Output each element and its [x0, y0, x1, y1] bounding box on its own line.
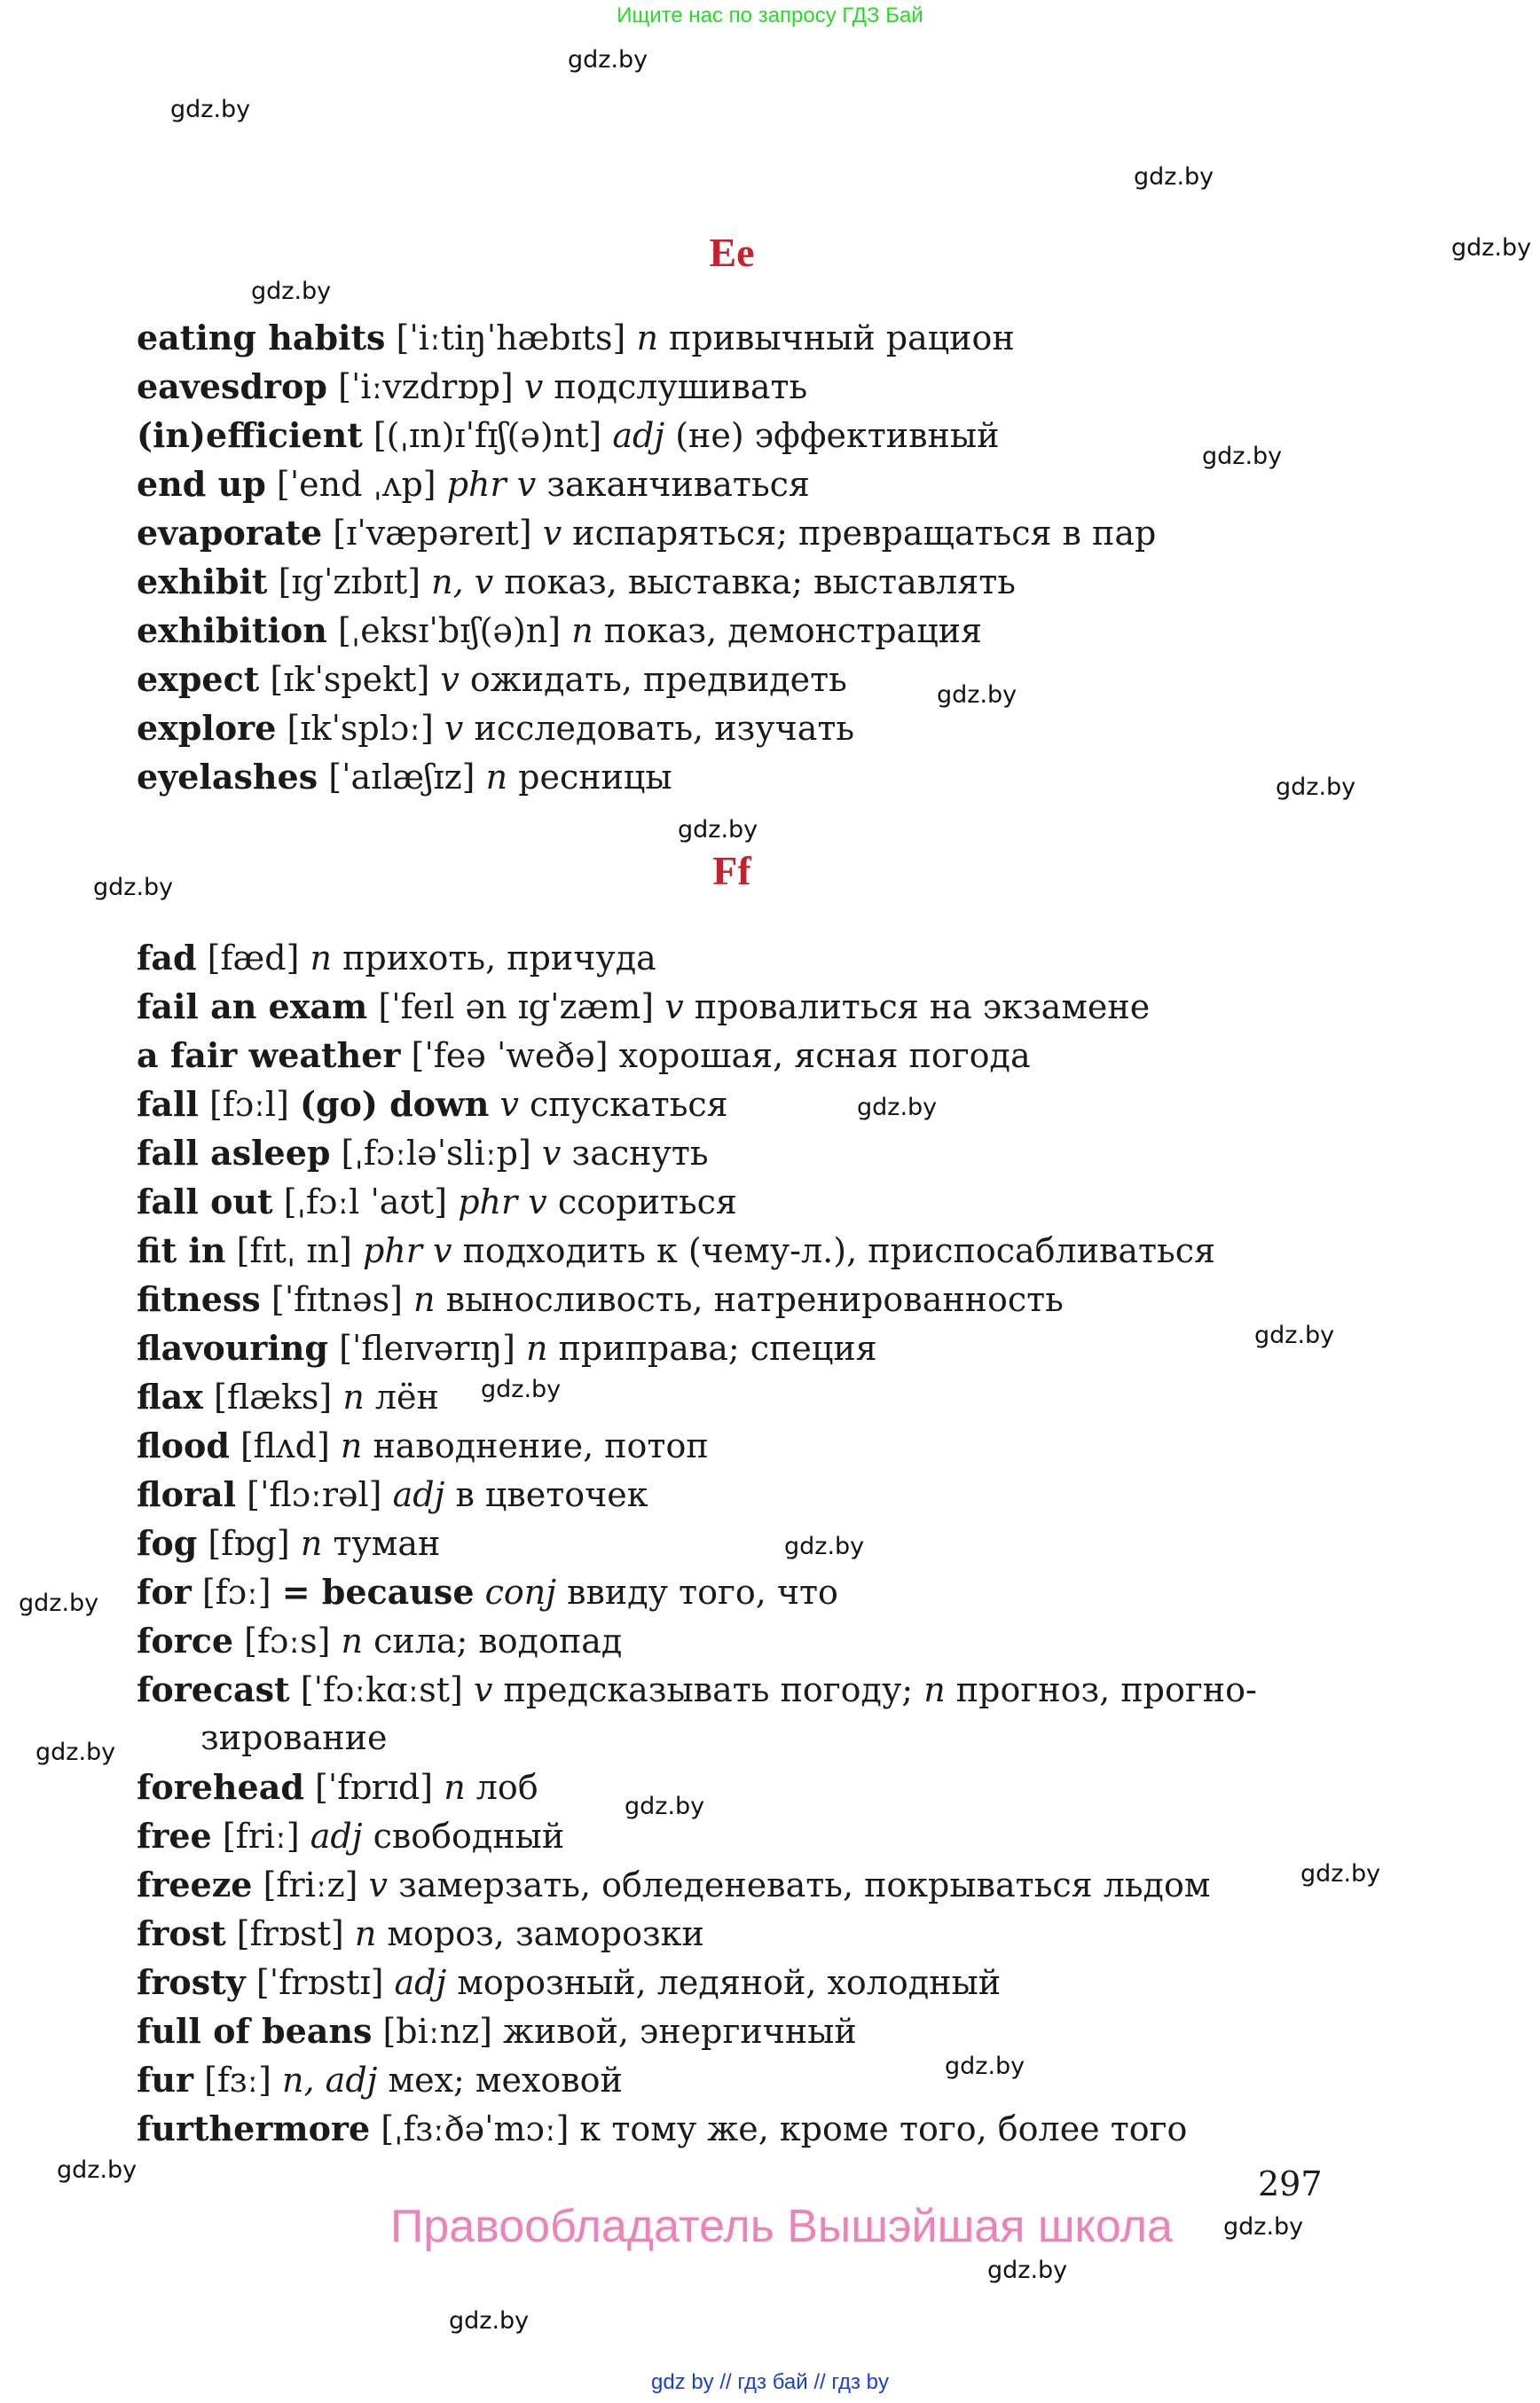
watermark: gdz.by [1276, 774, 1356, 801]
glossary-entry [137, 1080, 1257, 1128]
glossary-entry [137, 1372, 1257, 1421]
definition: наводнение, потоп [373, 1426, 709, 1465]
headword: eyelashes [137, 757, 318, 797]
glossary-entry [137, 1616, 1257, 1665]
headword: fitness [137, 1279, 261, 1319]
transcription: [fɔː] [201, 1573, 271, 1612]
glossary-entry [137, 1763, 1257, 1811]
definition: (не) эффективный [675, 416, 1000, 455]
part-of-speech: n [300, 1524, 323, 1563]
watermark: gdz.by [945, 2053, 1025, 2080]
part-of-speech: conj [484, 1573, 557, 1612]
part-of-speech: n [485, 758, 508, 797]
transcription: [ˈflɔːrəl] [247, 1475, 382, 1514]
transcription: [flæks] [214, 1378, 333, 1417]
definition: живой, энергичный [503, 2012, 857, 2051]
transcription: [ˌfɜːðəˈmɔː] [381, 2109, 570, 2148]
top-banner[interactable]: Ищите нас по запросу ГДЗ Бай [617, 4, 923, 27]
part-of-speech: v [542, 514, 562, 553]
headword: floral [137, 1474, 237, 1514]
headword: fail an exam [137, 986, 368, 1026]
headword: expect [137, 659, 260, 699]
transcription: [ˈiːtiŋˈhæbɪts] [396, 318, 626, 357]
part-of-speech: v [440, 660, 460, 699]
definition: ссориться [557, 1182, 737, 1221]
section-heading-f: Ff [712, 848, 751, 893]
glossary-entry [137, 703, 1156, 752]
transcription: [ˈfeɪl ən ɪgˈzæm] [378, 987, 655, 1026]
transcription: [ɪgˈzɪbɪt] [278, 562, 421, 601]
transcription: [ˌfɔːləˈsliːp] [341, 1134, 531, 1173]
headword: fur [137, 2060, 193, 2100]
watermark: gdz.by [857, 1094, 938, 1121]
transcription: [fɔːs] [244, 1622, 331, 1661]
definition: лоб [475, 1768, 538, 1807]
definition: показ, выставка; выставлять [504, 562, 1016, 601]
part-of-speech: v [473, 1670, 493, 1709]
transcription: [ˌeksɪˈbɪʃ(ə)n] [337, 611, 562, 650]
transcription: [ˈfɪtnəs] [271, 1280, 403, 1319]
definition: морозный, ледяной, холодный [457, 1963, 1002, 2002]
watermark: gdz.by [170, 96, 251, 123]
glossary-entry [137, 606, 1156, 655]
glossary-list-f [137, 933, 1257, 2153]
watermark: gdz.by [625, 1793, 705, 1820]
transcription: [frɒst] [236, 1914, 344, 1953]
glossary-entry [137, 1665, 1257, 1714]
glossary-entry [137, 313, 1156, 362]
headword: forecast [137, 1669, 290, 1709]
definition: к тому же, кроме того, более того [579, 2109, 1188, 2148]
definition: исследовать, изучать [474, 709, 855, 748]
headword: frost [137, 1913, 226, 1953]
headword: flavouring [137, 1328, 328, 1368]
glossary-entry [137, 459, 1156, 508]
part-of-speech: n [636, 318, 658, 357]
transcription: [ˌfɔːl ˈaʊt] [283, 1182, 448, 1221]
part-of-speech: adj [394, 1963, 447, 2002]
headword: fall asleep [137, 1133, 331, 1173]
watermark: gdz.by [251, 278, 332, 305]
watermark: gdz.by [35, 1739, 116, 1766]
part-of-speech: n [340, 1426, 363, 1465]
transcription: [ˈend ˌʌp] [276, 465, 436, 504]
headword: frosty [137, 1962, 246, 2002]
watermark: gdz.by [57, 2156, 138, 2184]
part-of-speech-2: n [923, 1670, 946, 1709]
definition-continuation: зирование [200, 1718, 388, 1757]
definition: показ, демонстрация [603, 611, 982, 650]
definition: туман [333, 1524, 441, 1563]
part-of-speech: phr v [362, 1231, 452, 1270]
headword: free [137, 1816, 212, 1856]
definition: ввиду того, что [567, 1573, 838, 1612]
definition: подслушивать [554, 367, 808, 406]
definition: лён [374, 1378, 439, 1417]
headword-continuation: (go) down [299, 1084, 490, 1124]
definition: провалиться на экзамене [694, 987, 1151, 1026]
transcription: [ɪkˈsplɔː] [287, 709, 434, 748]
watermark: gdz.by [1202, 443, 1283, 470]
glossary-entry [137, 2055, 1257, 2104]
section-heading-e: Ee [709, 230, 755, 275]
watermark: gdz.by [568, 46, 648, 74]
watermark: gdz.by [987, 2257, 1068, 2284]
headword: a fair weather [137, 1035, 401, 1075]
part-of-speech: v [368, 1865, 388, 1904]
headword: fit in [137, 1230, 226, 1270]
definition: мех; меховой [388, 2061, 623, 2100]
part-of-speech: n [342, 1378, 365, 1417]
definition: замерзать, обледеневать, покрываться льдом [398, 1865, 1211, 1904]
headword: for [137, 1572, 192, 1612]
transcription: [ɪkˈspekt] [270, 660, 430, 699]
transcription: [fæd] [207, 938, 300, 978]
glossary-entry [137, 1958, 1257, 2006]
transcription: [fɒg] [208, 1524, 290, 1563]
part-of-speech: n [444, 1768, 466, 1807]
part-of-speech: n [310, 938, 332, 978]
part-of-speech: n, adj [282, 2061, 378, 2100]
part-of-speech: adj [392, 1475, 445, 1514]
part-of-speech: v [664, 987, 684, 1026]
glossary-entry [137, 508, 1156, 557]
glossary-entry [137, 2006, 1257, 2055]
headword: full of beans [137, 2011, 373, 2051]
headword: fall [137, 1084, 199, 1124]
definition: мороз, заморозки [387, 1914, 704, 1953]
headword: eavesdrop [137, 366, 327, 406]
part-of-speech: n [354, 1914, 377, 1953]
watermark: gdz.by [1134, 163, 1214, 191]
definition: заканчиваться [546, 465, 810, 504]
glossary-entry [137, 1909, 1257, 1958]
glossary-entry [137, 1128, 1257, 1177]
headword: flax [137, 1377, 203, 1417]
definition: свободный [373, 1817, 565, 1856]
headword: eating habits [137, 318, 386, 357]
glossary-entry [137, 2104, 1257, 2153]
glossary-entry [137, 1470, 1257, 1519]
definition: прихоть, причуда [342, 938, 656, 978]
part-of-speech: phr v [446, 465, 537, 504]
headword: furthermore [137, 2109, 371, 2148]
transcription: [ˈaɪlæʃɪz] [328, 758, 475, 797]
watermark: gdz.by [937, 681, 1018, 709]
headword: freeze [137, 1865, 253, 1904]
transcription: [ˈfleɪvərɪŋ] [339, 1329, 515, 1368]
footer-links[interactable]: gdz by // гдз бай // гдз by [650, 2370, 890, 2394]
part-of-speech: n [341, 1622, 364, 1661]
definition: заснуть [571, 1134, 709, 1173]
headword: fog [137, 1523, 198, 1563]
headword-continuation: = because [281, 1572, 475, 1612]
watermark: gdz.by [449, 2307, 530, 2335]
headword: evaporate [137, 513, 323, 553]
part-of-speech: n [571, 611, 593, 650]
part-of-speech: v [499, 1085, 519, 1124]
definition: ресницы [518, 758, 672, 797]
headword: flood [137, 1425, 230, 1465]
definition: сила; водопад [373, 1622, 623, 1661]
definition: в цветочек [455, 1475, 648, 1514]
watermark: gdz.by [19, 1590, 99, 1617]
glossary-entry [137, 1519, 1257, 1567]
transcription: [ˈfɒrɪd] [314, 1768, 434, 1807]
transcription: [ɪˈvæpəreɪt] [333, 514, 532, 553]
glossary-entry [137, 1275, 1257, 1323]
headword: fad [137, 938, 197, 978]
glossary-entry [137, 1226, 1257, 1275]
watermark: gdz.by [1451, 234, 1532, 262]
part-of-speech: adj [310, 1817, 363, 1856]
definition: хорошая, ясная погода [618, 1036, 1031, 1075]
transcription: [fɪtˌ ɪn] [236, 1231, 352, 1270]
definition: испаряться; превращаться в пар [572, 514, 1157, 553]
glossary-entry [137, 1860, 1257, 1909]
glossary-entry [137, 1811, 1257, 1860]
glossary-entry [137, 1323, 1257, 1372]
transcription: [fɔːl] [208, 1085, 289, 1124]
glossary-entry [137, 1567, 1257, 1616]
transcription: [friːz] [263, 1865, 358, 1904]
watermark: gdz.by [784, 1533, 865, 1560]
definition: приправа; специя [558, 1329, 877, 1368]
rights-holder: Правообладатель Вышэйшая школа [390, 2201, 1173, 2252]
part-of-speech: v [523, 367, 544, 406]
glossary-entry [137, 752, 1156, 801]
part-of-speech: n [413, 1280, 436, 1319]
headword: end up [137, 464, 266, 504]
part-of-speech: adj [612, 416, 665, 455]
watermark: gdz.by [678, 816, 758, 844]
glossary-entry [137, 982, 1257, 1031]
glossary-entry [137, 1031, 1257, 1080]
definition: предсказывать погоду; [503, 1670, 914, 1709]
transcription: [flʌd] [240, 1426, 330, 1465]
definition: ожидать, предвидеть [469, 660, 847, 699]
page-number: 297 [1258, 2164, 1323, 2203]
headword: explore [137, 708, 277, 748]
watermark: gdz.by [93, 874, 174, 901]
glossary-entry [137, 655, 1156, 703]
glossary-entry [137, 362, 1156, 411]
definition: подходить к (чему-л.), приспосабливаться [462, 1231, 1215, 1270]
glossary-entry [137, 411, 1156, 459]
transcription: [ˈfrɒstɪ] [255, 1963, 384, 2002]
glossary-list-e [137, 313, 1156, 801]
definition: спускаться [530, 1085, 728, 1124]
transcription: [fɜː] [204, 2061, 271, 2100]
definition: привычный рацион [669, 318, 1015, 357]
part-of-speech: v [444, 709, 464, 748]
headword: forehead [137, 1767, 304, 1807]
watermark: gdz.by [1223, 2213, 1304, 2241]
part-of-speech: n [526, 1329, 548, 1368]
part-of-speech: n, v [431, 562, 494, 601]
headword: exhibition [137, 610, 327, 650]
transcription: [ˈiːvzdrɒp] [338, 367, 514, 406]
watermark: gdz.by [1254, 1322, 1335, 1349]
headword: fall out [137, 1182, 273, 1221]
transcription: [biːnz] [382, 2012, 492, 2051]
headword: exhibit [137, 561, 268, 601]
headword: (in)efficient [137, 415, 363, 455]
transcription: [ˈfɔːkɑːst] [300, 1670, 463, 1709]
glossary-entry-continuation [137, 1714, 1257, 1763]
glossary-entry [137, 1177, 1257, 1226]
watermark: gdz.by [1300, 1860, 1381, 1888]
glossary-entry [137, 557, 1156, 606]
glossary-entry [137, 933, 1257, 982]
part-of-speech: v [541, 1134, 562, 1173]
definition: выносливость, натренированность [445, 1280, 1064, 1319]
watermark: gdz.by [481, 1376, 562, 1403]
glossary-entry [137, 1421, 1257, 1470]
part-of-speech: phr v [458, 1182, 547, 1221]
transcription: [friː] [222, 1817, 300, 1856]
definition-2: прогноз, прогно- [955, 1670, 1257, 1709]
transcription: [(ˌɪn)ɪˈfɪʃ(ə)nt] [373, 416, 602, 455]
transcription: [ˈfeə ˈweðə] [411, 1036, 609, 1075]
headword: force [137, 1621, 234, 1661]
